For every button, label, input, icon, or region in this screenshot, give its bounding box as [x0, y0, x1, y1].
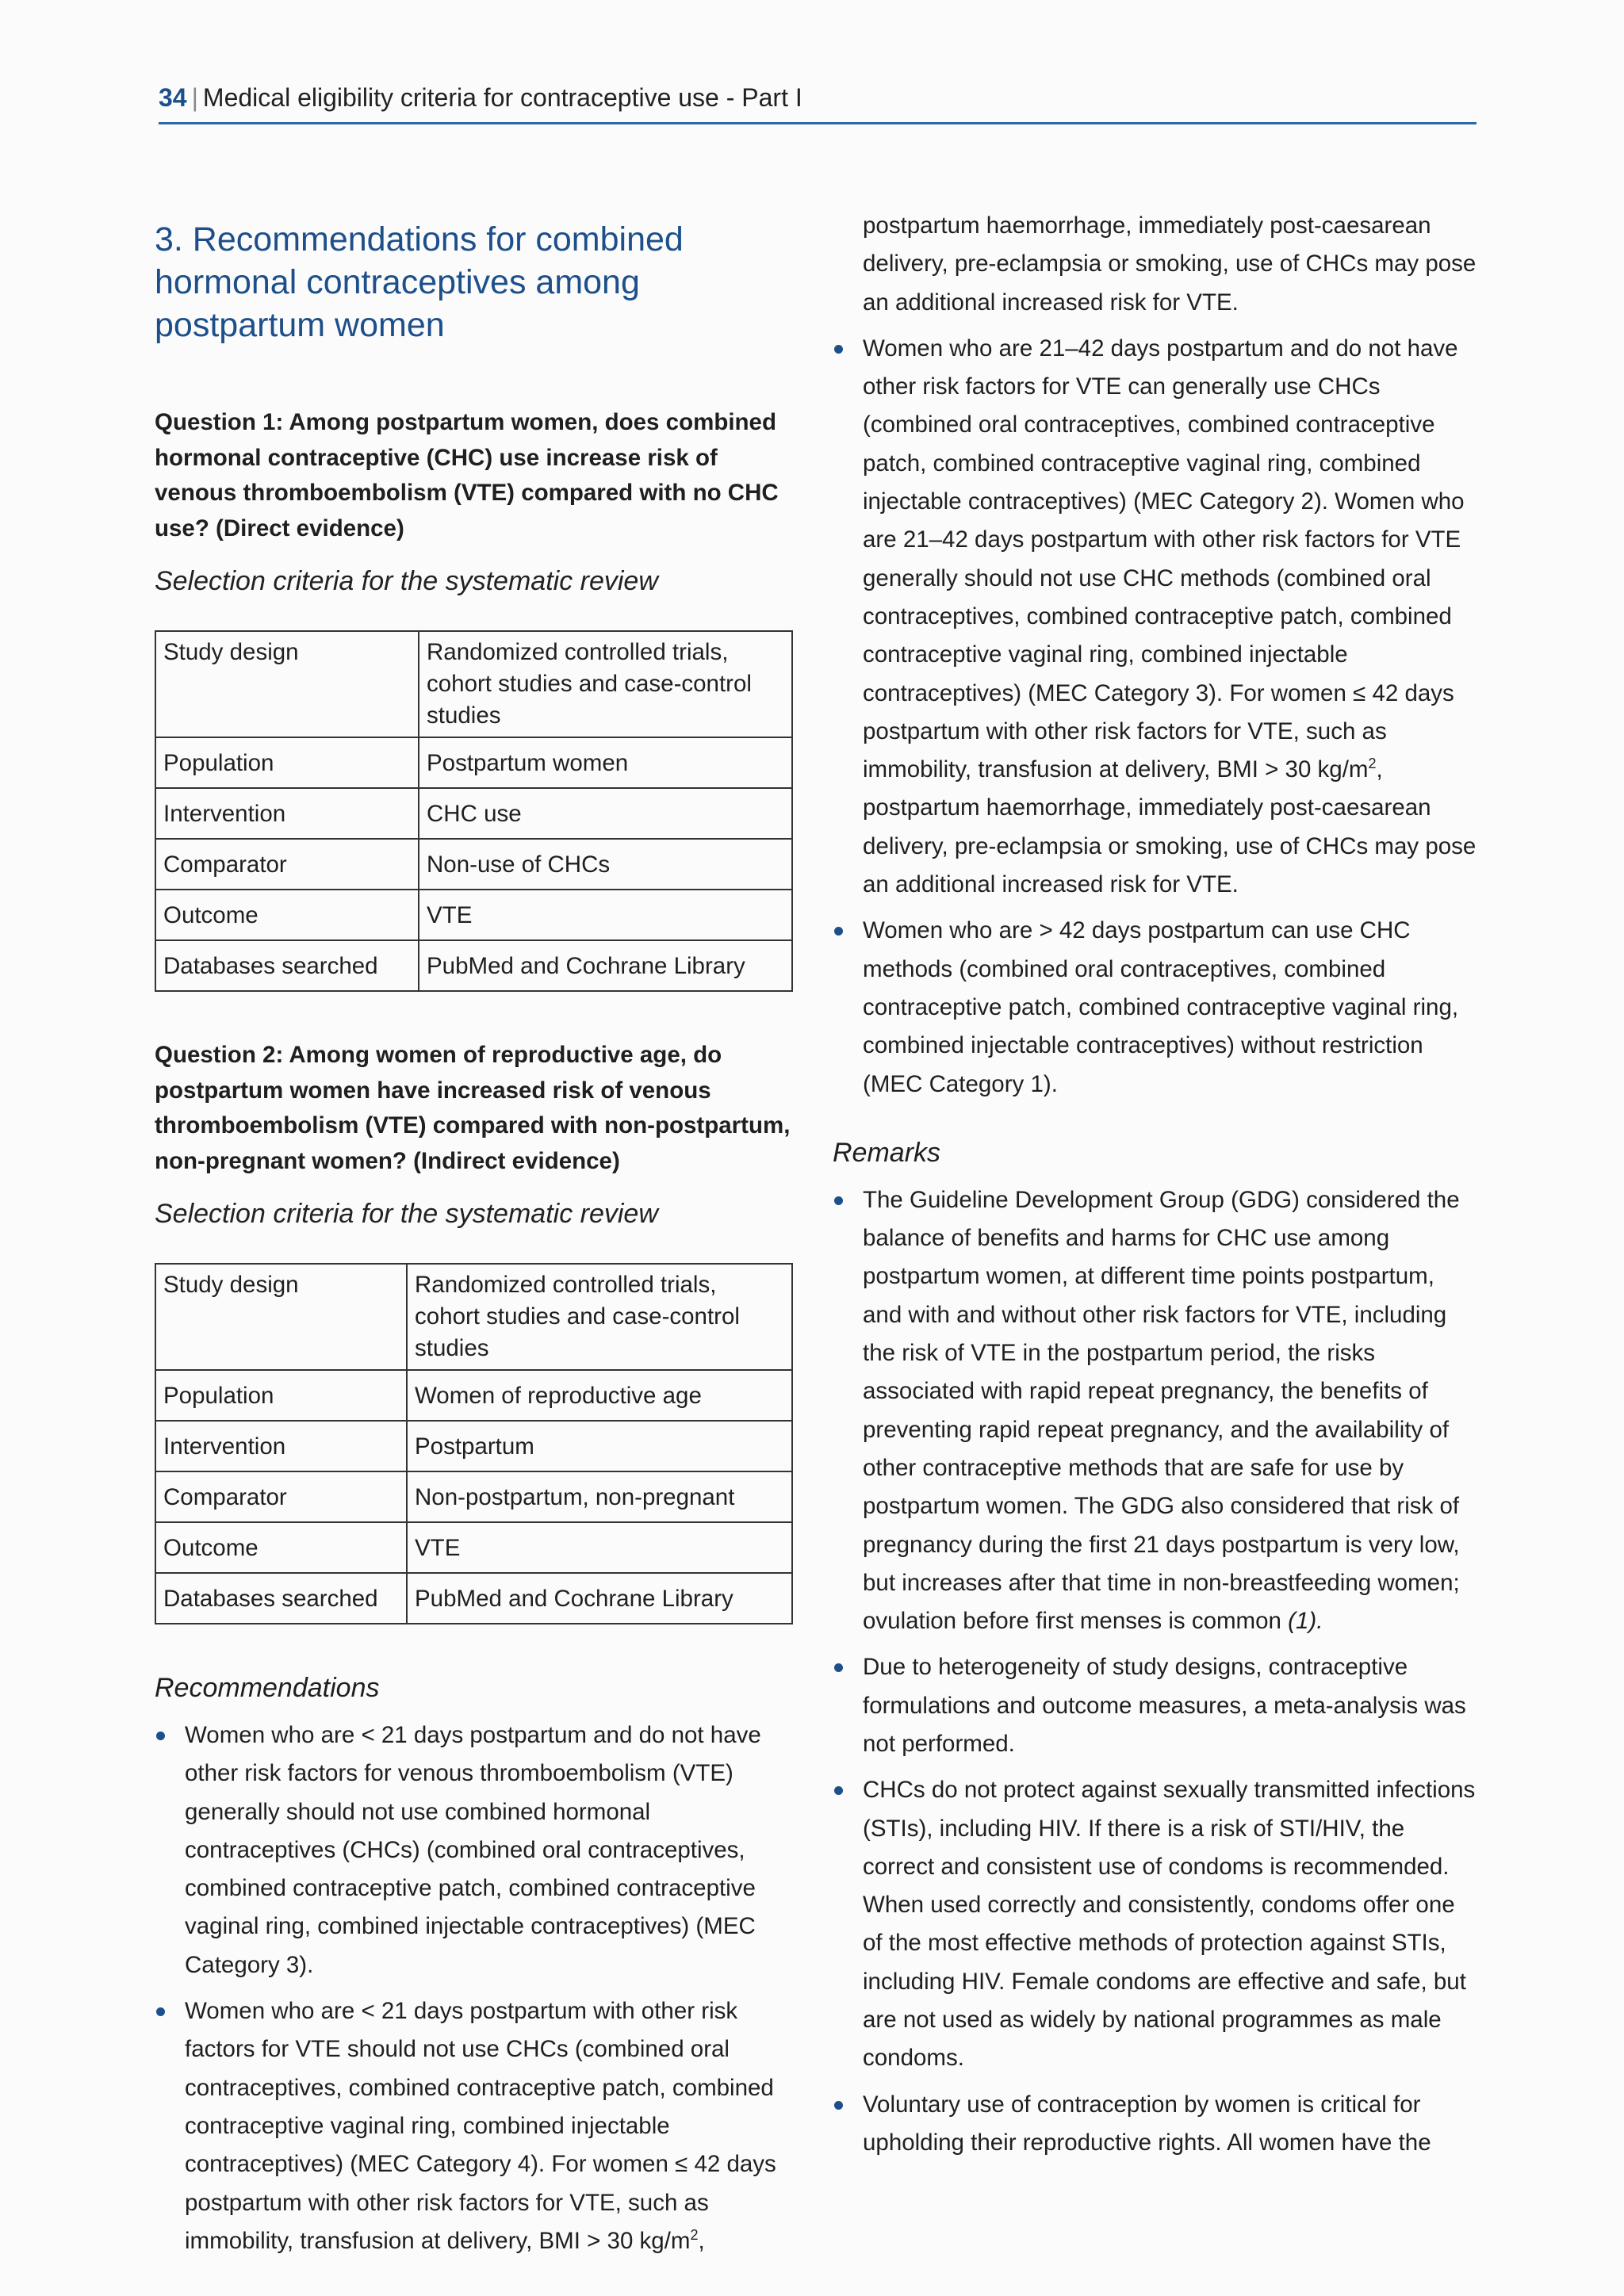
selection-criteria-heading-1: Selection criteria for the systematic review	[155, 566, 658, 596]
criteria-label: Population	[155, 737, 419, 788]
criteria-value: PubMed and Cochrane Library	[407, 1573, 792, 1624]
question-1: Question 1: Among postpartum women, does combined hormonal contraceptive (CHC) use increase risk of venous thromboembolism (VTE) compared with no CHC use? (Direct evidence)	[155, 409, 779, 541]
bullet-icon	[834, 2101, 843, 2110]
remarks-list	[833, 1181, 1477, 2162]
header-separator: |	[191, 83, 198, 112]
criteria-value: Non-use of CHCs	[419, 839, 792, 890]
citation: (1).	[1288, 1608, 1323, 1635]
page-number: 34	[159, 83, 187, 112]
bullet-icon	[156, 2007, 165, 2016]
table-row	[155, 1522, 792, 1573]
criteria-value: PubMed and Cochrane Library	[419, 940, 792, 991]
bullet-icon	[834, 927, 843, 936]
recommendation-text-end: , postpartum haemorrhage, immediately post-caesarean delivery, pre-eclampsia or smoking, use of CHCs may pose an additional increased risk for VTE.	[863, 756, 1477, 898]
list-item	[155, 1992, 795, 2260]
list-item	[833, 1181, 1477, 1641]
selection-criteria-table-1	[155, 630, 793, 992]
right-column	[833, 212, 1477, 2170]
table-row	[155, 890, 792, 940]
superscript: 2	[690, 2227, 699, 2244]
remark-text: The Guideline Development Group (GDG) considered the balance of benefits and harms for CHC use among postpartum women, at different time points postpartum, and with and without other risk factors for VTE, including the risk of VTE in the postpartum period, the risks associated with rapid repeat pregnancy, the benefits of preventing rapid repeat pregnancy, and the availability of other contraceptive methods that are safe for use by postpartum women. The GDG also considered that risk of pregnancy during the first 21 days postpartum is very low, but increases after that time in non-breastfeeding women; ovulation before first menses is common	[863, 1186, 1460, 1635]
remark-text: Voluntary use of contraception by women is critical for upholding their reproductive rights. All women have the	[863, 2091, 1431, 2156]
remark-text: Due to heterogeneity of study designs, contraceptive formulations and outcome measures, a meta-analysis was not performed.	[863, 1654, 1466, 1757]
criteria-value: CHC use	[419, 788, 792, 839]
criteria-label: Databases searched	[155, 1573, 407, 1624]
criteria-label: Study design	[155, 631, 419, 737]
criteria-value: Randomized controlled trials, cohort studies and case-control studies	[419, 631, 792, 737]
continued-text: postpartum haemorrhage, immediately post-caesarean delivery, pre-eclampsia or smoking, use of CHCs may pose an additional increased risk for VTE.	[863, 212, 1477, 316]
criteria-label: Databases searched	[155, 940, 419, 991]
criteria-value: Postpartum	[407, 1421, 792, 1471]
table-row	[155, 631, 792, 737]
selection-criteria-table-2	[155, 1263, 793, 1624]
criteria-value: Randomized controlled trials, cohort studies and case-control studies	[407, 1264, 792, 1370]
remarks-heading: Remarks	[833, 1137, 941, 1168]
section-title: 3. Recommendations for combined hormonal contraceptives among postpartum women	[155, 220, 684, 344]
criteria-label: Intervention	[155, 788, 419, 839]
bullet-icon	[834, 1786, 843, 1795]
criteria-label: Intervention	[155, 1421, 407, 1471]
list-item	[833, 330, 1477, 904]
criteria-label: Outcome	[155, 890, 419, 940]
criteria-value: Non-postpartum, non-pregnant	[407, 1471, 792, 1522]
bullet-icon	[834, 1196, 843, 1205]
recommendation-text: Women who are > 42 days postpartum can use CHC methods (combined oral contraceptives, combined contraceptive patch, combined contraceptive vaginal ring, combined injectable contraceptives) without restriction (MEC Category 1).	[863, 917, 1459, 1097]
recommendations-heading: Recommendations	[155, 1673, 380, 1703]
table-row	[155, 940, 792, 991]
recommendation-text: Women who are 21–42 days postpartum and do not have other risk factors for VTE can generally use CHCs (combined oral contraceptives, combined contraceptive patch, combined contraceptive vaginal ring, combined injectable contraceptives) (MEC Category 2). Women who are 21–42 days postpartum with other risk factors for VTE generally should not use CHC methods (combined oral contraceptives, combined contraceptive patch, combined contraceptive vaginal ring, combined injectable contraceptives) (MEC Category 3). For women ≤ 42 days postpartum with other risk factors for VTE, such as immobility, transfusion at delivery, BMI > 30 kg/m	[863, 335, 1465, 783]
table-row	[155, 1573, 792, 1624]
list-item	[155, 1716, 795, 1984]
table-row	[155, 737, 792, 788]
recommendation-text: Women who are < 21 days postpartum with other risk factors for VTE should not use CHCs (combined oral contraceptives, combined contraceptive patch, combined contraceptive vaginal ring, combined injectable contraceptives) (MEC Category 4). For women ≤ 42 days postpartum with other risk factors for VTE, such as immobility, transfusion at delivery, BMI > 30 kg/m	[185, 1998, 776, 2254]
left-column	[155, 218, 795, 2268]
list-item	[833, 912, 1477, 1103]
criteria-value: VTE	[419, 890, 792, 940]
bullet-icon	[834, 1663, 843, 1672]
criteria-value: VTE	[407, 1522, 792, 1573]
bullet-icon	[834, 345, 843, 354]
table-row	[155, 1471, 792, 1522]
list-item	[833, 2086, 1477, 2163]
question-2: Question 2: Among women of reproductive age, do postpartum women have increased risk of venous thromboembolism (VTE) compared with non-postpartum, non-pregnant women? (Indirect evidence)	[155, 1042, 791, 1174]
criteria-label: Comparator	[155, 1471, 407, 1522]
superscript: 2	[1368, 756, 1377, 772]
criteria-label: Study design	[155, 1264, 407, 1370]
list-item	[833, 1771, 1477, 2077]
criteria-label: Outcome	[155, 1522, 407, 1573]
table-row	[155, 839, 792, 890]
table-row	[155, 1370, 792, 1421]
table-row	[155, 1421, 792, 1471]
table-row	[155, 788, 792, 839]
recommendations-list-continued	[833, 330, 1477, 1104]
recommendation-text: Women who are < 21 days postpartum and do not have other risk factors for venous thromboembolism (VTE) generally should not use combined hormonal contraceptives (CHCs) (combined oral contraceptives, combined contraceptive patch, combined contraceptive vaginal ring, combined injectable contraceptives) (MEC Category 3).	[185, 1722, 761, 1978]
page-header	[159, 78, 1477, 124]
recommendations-list	[155, 1716, 795, 2260]
recommendation-text-end: ,	[698, 2227, 705, 2254]
criteria-value: Women of reproductive age	[407, 1370, 792, 1421]
list-item	[833, 1648, 1477, 1763]
selection-criteria-heading-2: Selection criteria for the systematic review	[155, 1199, 658, 1229]
bullet-icon	[156, 1732, 165, 1740]
criteria-label: Comparator	[155, 839, 419, 890]
remark-text: CHCs do not protect against sexually transmitted infections (STIs), including HIV. If there is a risk of STI/HIV, the correct and consistent use of condoms is recommended. When used correctly and consistently, condoms offer one of the most effective methods of protection against STIs, including HIV. Female condoms are effective and safe, but are not used as widely by national programmes as male condoms.	[863, 1777, 1476, 2072]
criteria-value: Postpartum women	[419, 737, 792, 788]
running-title: Medical eligibility criteria for contraceptive use - Part I	[202, 83, 802, 112]
table-row	[155, 1264, 792, 1370]
criteria-label: Population	[155, 1370, 407, 1421]
